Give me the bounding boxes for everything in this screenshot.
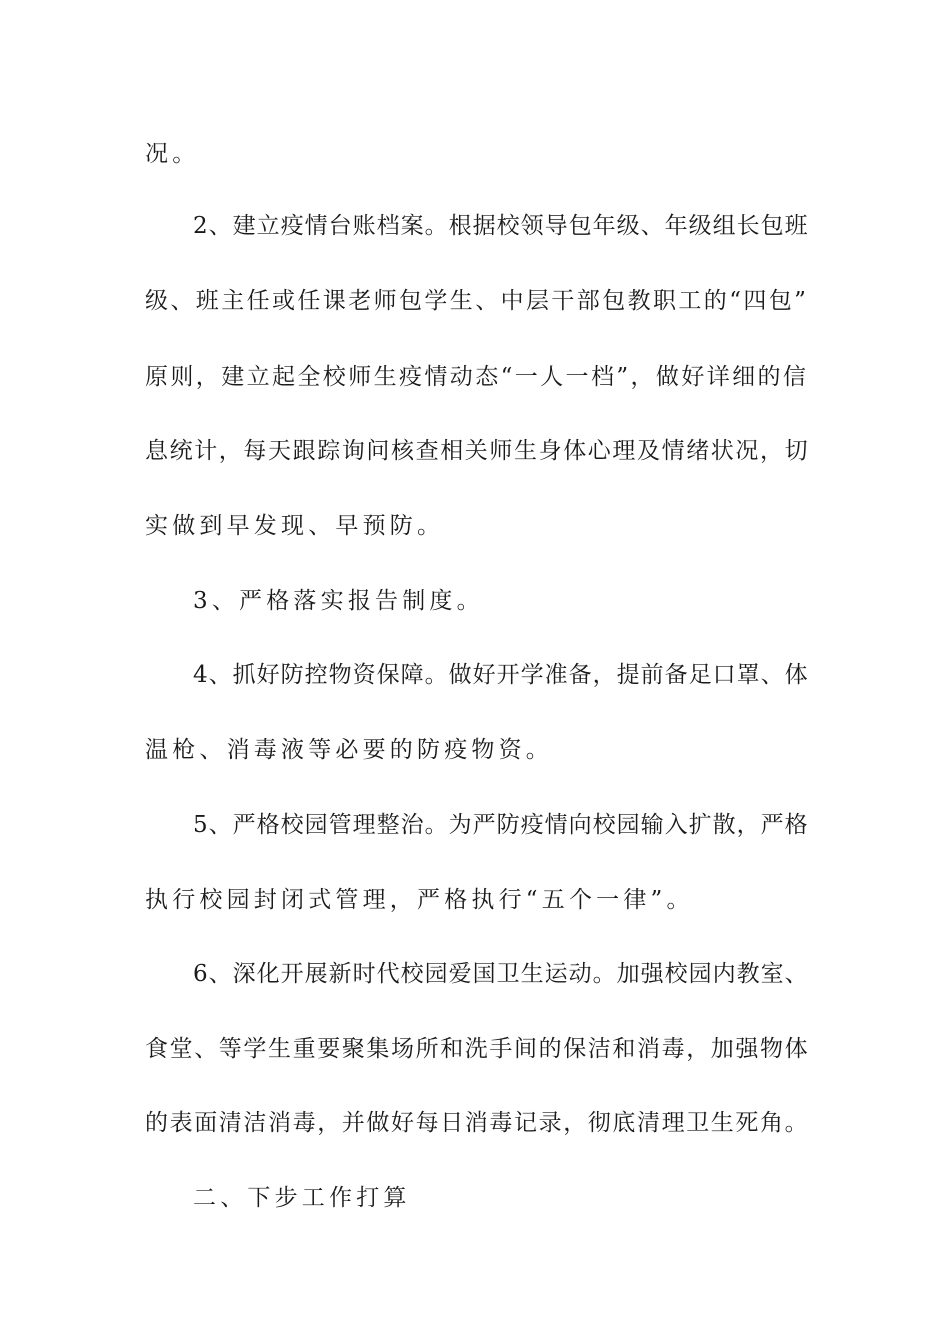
text-line: 6、深化开展新时代校园爱国卫生运动。加强校园内教室、 xyxy=(193,961,809,987)
text-line: 温枪、消毒液等必要的防疫物资。 xyxy=(145,737,553,763)
text-line: 4、抓好防控物资保障。做好开学准备，提前备足口罩、体 xyxy=(193,662,809,688)
text-line: 息统计，每天跟踪询问核查相关师生身体心理及情绪状况，切 xyxy=(145,438,810,464)
text-line: 2、建立疫情台账档案。根据校领导包年级、年级组长包班 xyxy=(193,213,809,239)
text-line: 食堂、等学生重要聚集场所和洗手间的保洁和消毒，加强物体 xyxy=(145,1036,810,1062)
text-line: 3、严格落实报告制度。 xyxy=(193,588,484,614)
text-line: 执行校园封闭式管理，严格执行“五个一律”。 xyxy=(145,887,694,913)
text-line: 况。 xyxy=(145,141,200,167)
text-line: 级、班主任或任课老师包学生、中层干部包教职工的“四包” xyxy=(145,288,809,314)
text-line: 的表面清洁消毒，并做好每日消毒记录，彻底清理卫生死角。 xyxy=(145,1110,810,1136)
text-line: 实做到早发现、早预防。 xyxy=(145,513,445,539)
text-line: 5、严格校园管理整治。为严防疫情向校园输入扩散，严格 xyxy=(193,812,809,838)
text-line: 原则，建立起全校师生疫情动态“一人一档”，做好详细的信 xyxy=(145,364,809,390)
section-heading: 二、下步工作打算 xyxy=(193,1185,411,1211)
